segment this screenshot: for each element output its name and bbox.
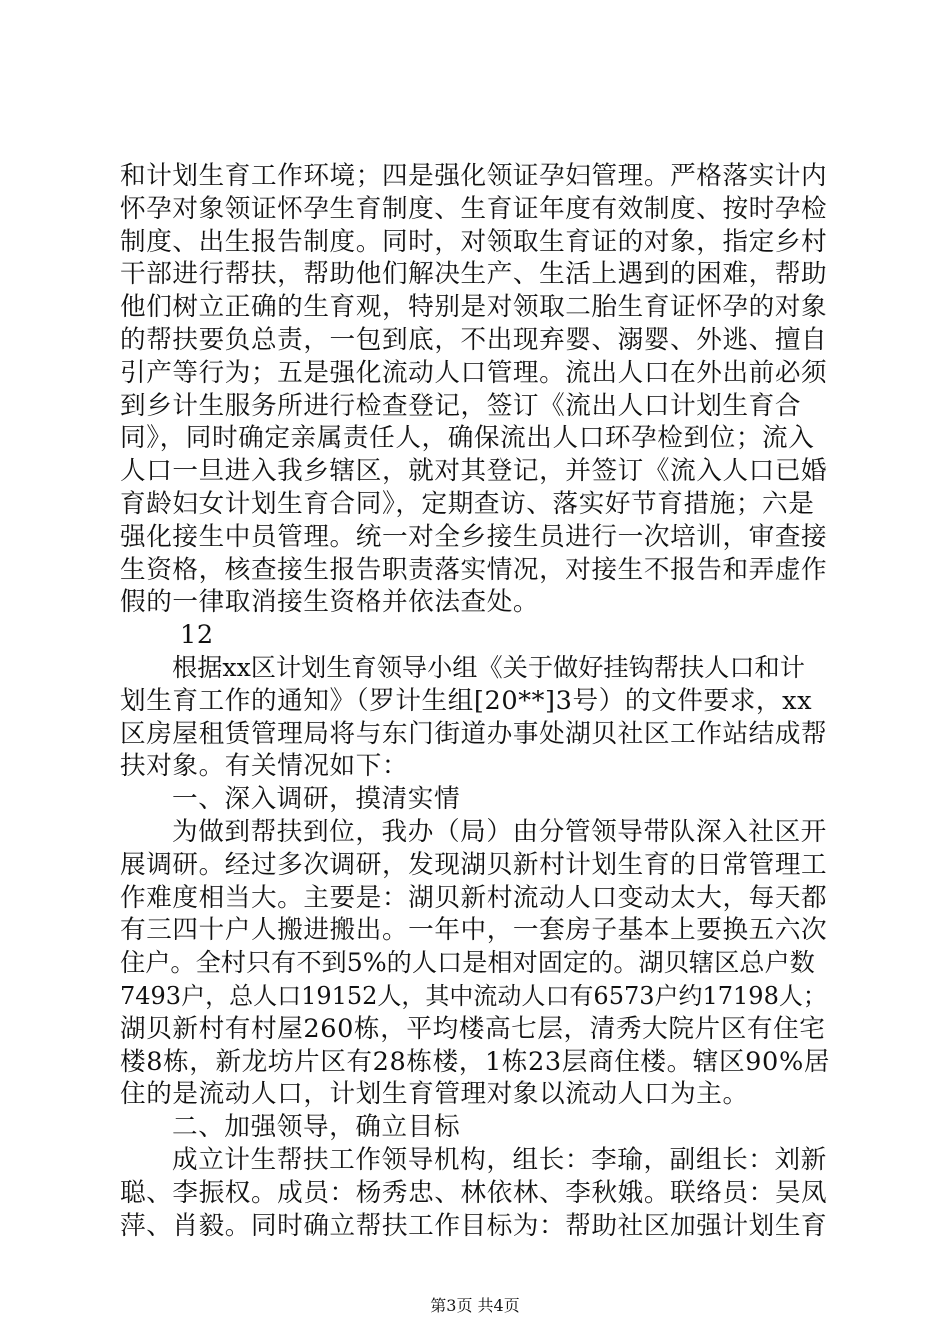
text-line: 引产等行为；五是强化流动人口管理。流出人口在外出前必须: [120, 357, 828, 388]
text-line: 湖贝新村有村屋260栋，平均楼高七层，清秀大院片区有住宅: [120, 1013, 826, 1044]
text-line: 住户。全村只有不到5%的人口是相对固定的。湖贝辖区总户数: [120, 948, 815, 978]
text-line: 制度、出生报告制度。同时，对领取生育证的对象，指定乡村: [120, 226, 828, 257]
text-line: 生资格，核查接生报告职责落实情况，对接生不报告和弄虚作: [120, 554, 828, 585]
text-line: 同》，同时确定亲属责任人，确保流出人口环孕检到位；流入: [120, 423, 815, 454]
text-line: 怀孕对象领证怀孕生育制度、生育证年度有效制度、按时孕检: [120, 193, 828, 224]
text-line: 作难度相当大。主要是：湖贝新村流动人口变动太大，每天都: [120, 882, 828, 913]
text-line: 人口一旦进入我乡辖区，就对其登记，并签订《流入人口已婚: [120, 456, 828, 487]
paragraph-start: 成立计生帮扶工作领导机构，组长：李瑜，副组长：刘新: [172, 1144, 827, 1175]
text-line: 强化接生中员管理。统一对全乡接生员进行一次培训，审查接: [120, 521, 828, 552]
paragraph-start: 为做到帮扶到位，我办（局）由分管领导带队深入社区开: [172, 816, 827, 847]
paragraph-start: 根据xx区计划生育领导小组《关于做好挂钩帮扶人口和计: [172, 652, 805, 682]
text-line: 楼8栋，新龙坊片区有28栋楼，1栋23层商住楼。辖区90%居: [120, 1046, 831, 1077]
document-body: [120, 160, 830, 1242]
text-line: 育龄妇女计划生育合同》，定期查访、落实好节育措施；六是: [120, 488, 815, 519]
text-line: 区房屋租赁管理局将与东门街道办事处湖贝社区工作站结成帮: [120, 718, 828, 749]
page-footer: [0, 1296, 950, 1316]
text-line: 和计划生育工作环境；四是强化领证孕妇管理。严格落实计内: [120, 161, 828, 191]
text-line: 住的是流动人口，计划生育管理对象以流动人口为主。: [120, 1079, 749, 1110]
section-heading: 二、加强领导，确立目标: [172, 1112, 461, 1143]
text-line: 7493户，总人口19152人，其中流动人口有6573户约17198人；: [120, 981, 827, 1010]
section-heading: 一、深入调研，摸清实情: [172, 784, 461, 815]
text-line: 聪、李振权。成员：杨秀忠、林依林、李秋娥。联络员：吴凤: [120, 1177, 828, 1208]
text-line: 展调研。经过多次调研，发现湖贝新村计划生育的日常管理工: [120, 849, 828, 880]
text-line: 到乡计生服务所进行检查登记，签订《流出人口计划生育合: [120, 390, 802, 421]
text-line: 萍、肖毅。同时确立帮扶工作目标为：帮助社区加强计划生育: [120, 1210, 828, 1241]
text-line: 他们树立正确的生育观，特别是对领取二胎生育证怀孕的对象: [120, 292, 828, 323]
text-line: 干部进行帮扶，帮助他们解决生产、生活上遇到的困难，帮助: [120, 259, 828, 290]
text-line: 有三四十户人搬进搬出。一年中，一套房子基本上要换五六次: [120, 915, 828, 946]
section-number: 12: [180, 620, 214, 651]
page-number-label: 第3页 共4页: [430, 1296, 520, 1315]
text-line: 假的一律取消接生资格并依法查处。: [120, 587, 540, 618]
text-line: 的帮扶要负总责，一包到底，不出现弃婴、溺婴、外逃、擅自: [120, 324, 828, 355]
text-line: 划生育工作的通知》（罗计生组[20**]3号）的文件要求，xx: [120, 685, 813, 716]
text-line: 扶对象。有关情况如下：: [120, 751, 409, 782]
